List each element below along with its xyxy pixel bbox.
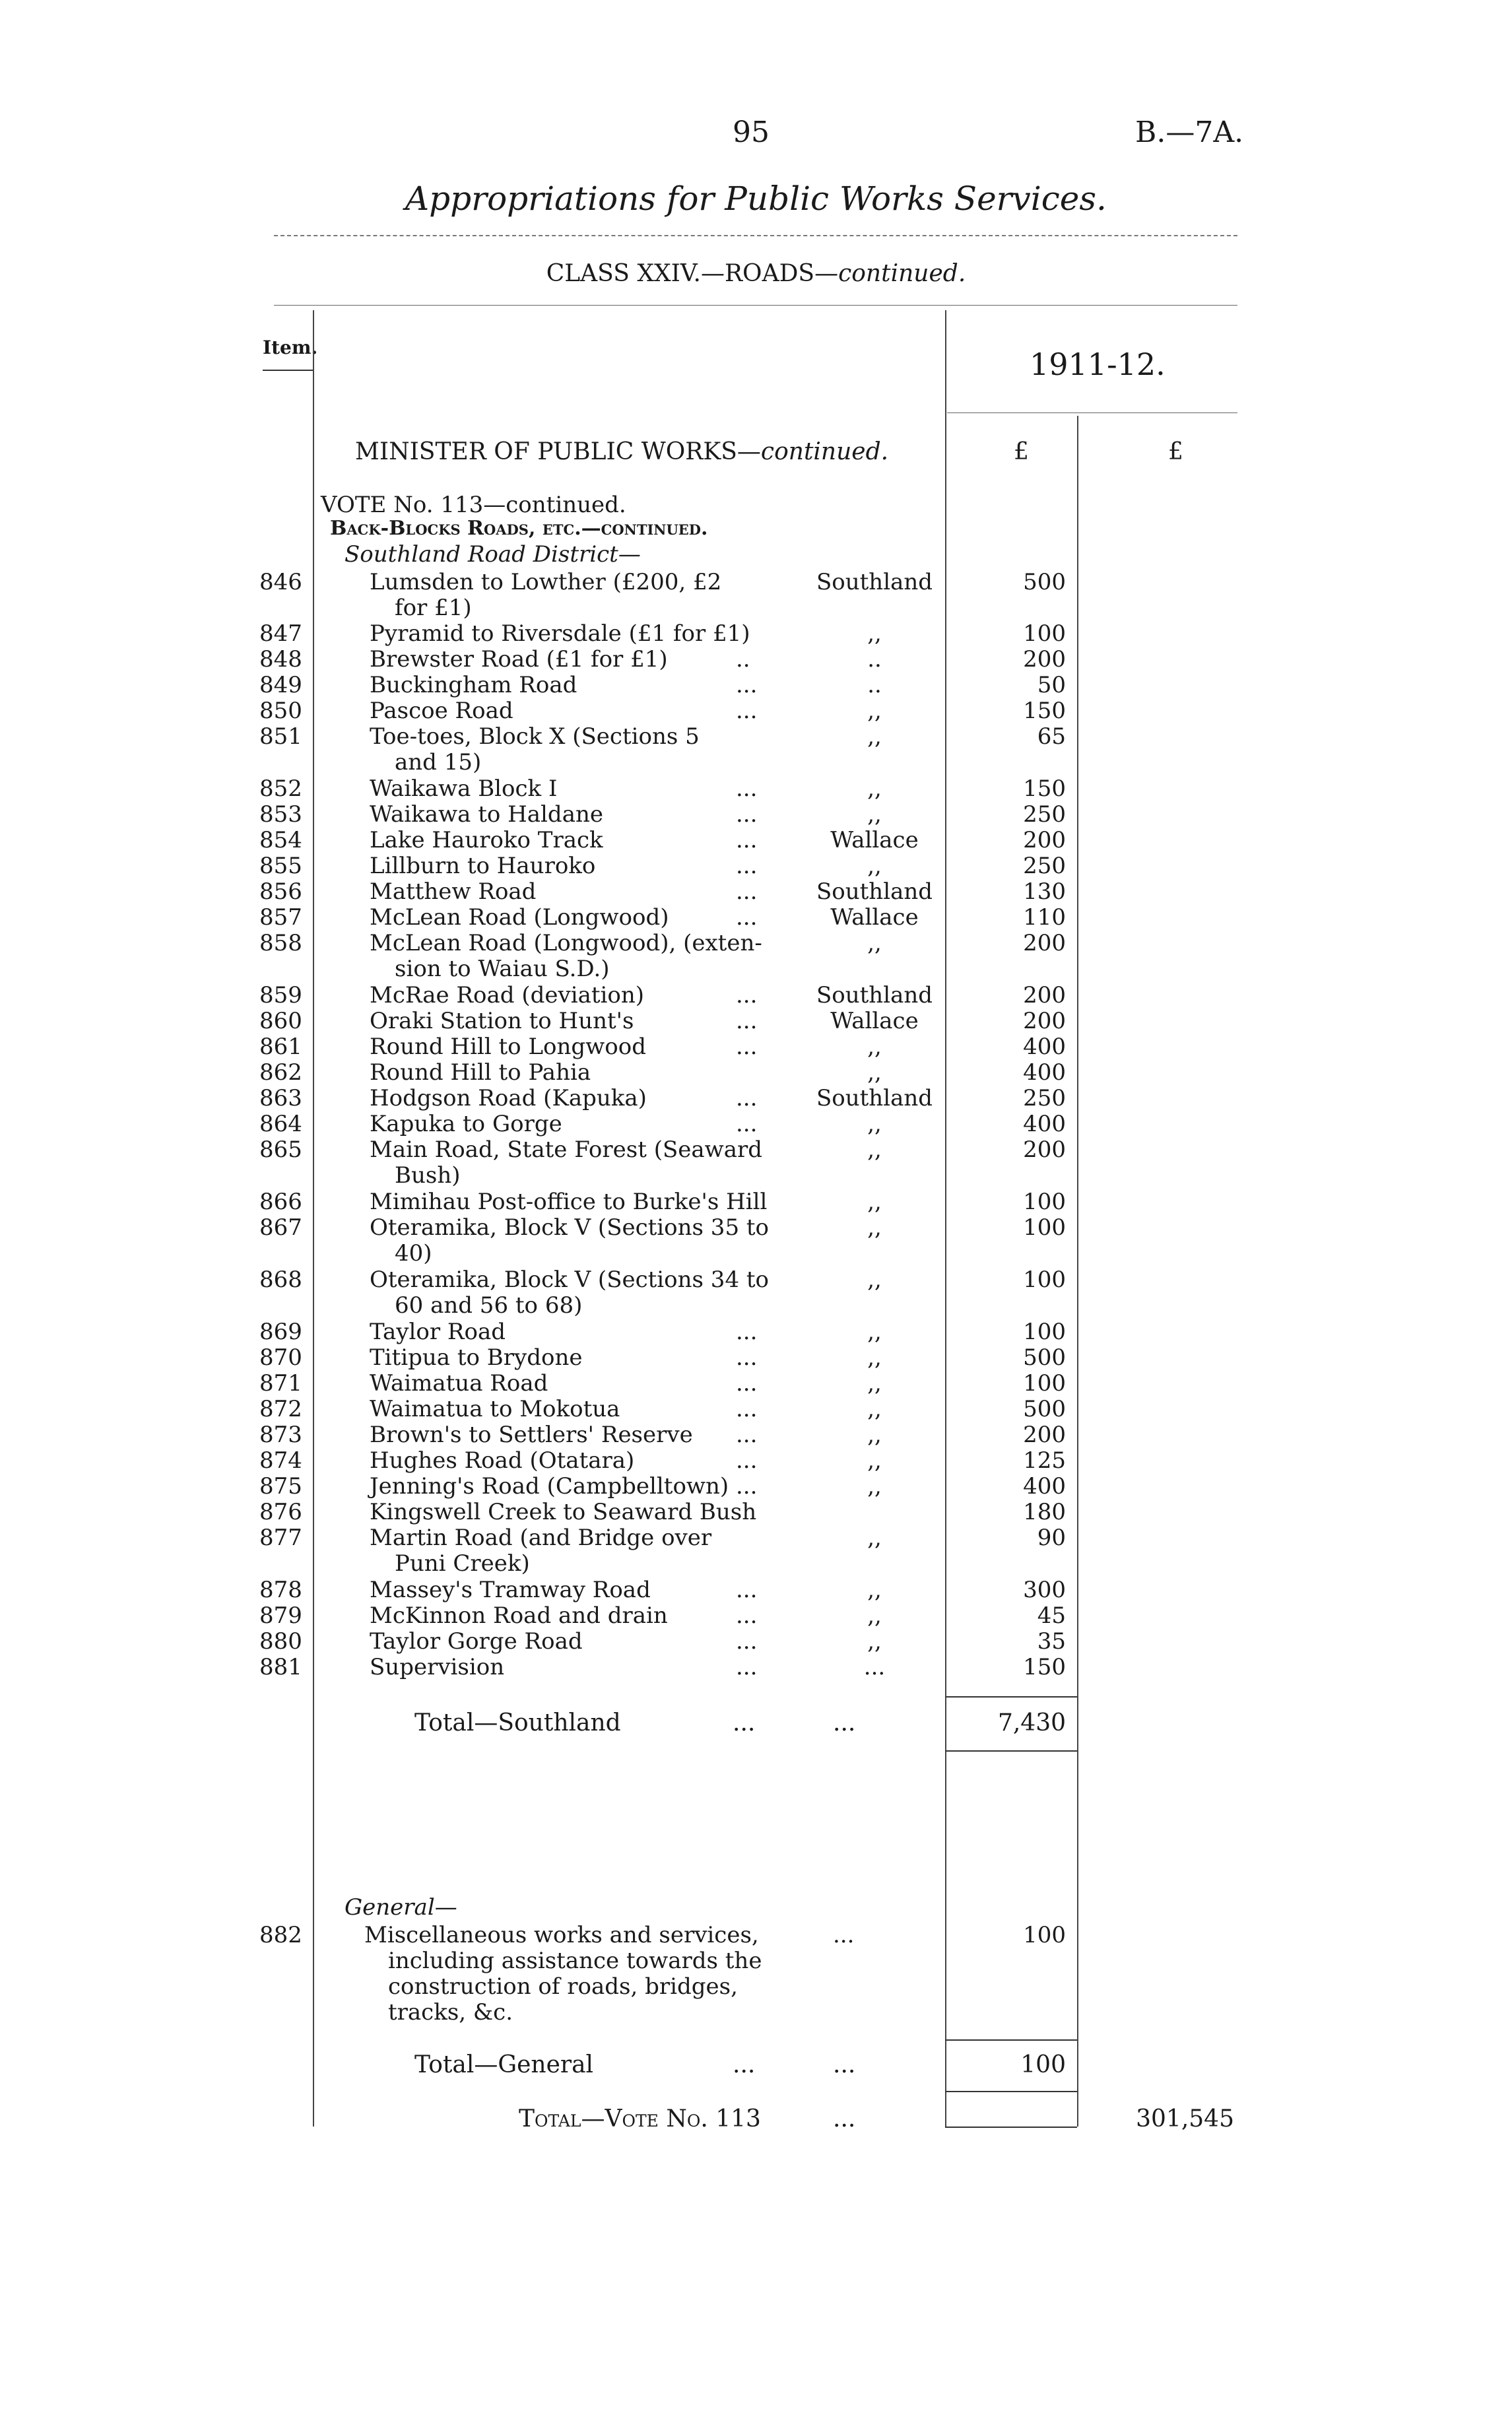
leader-dots: ... xyxy=(736,1654,758,1680)
table-row xyxy=(0,1189,1512,1215)
item-number: 872 xyxy=(259,1396,302,1422)
item-district: ,, xyxy=(867,1525,882,1551)
table-row xyxy=(0,878,1512,905)
table-row xyxy=(0,982,1512,1008)
item-number: 849 xyxy=(259,672,302,698)
item-description: Oteramika, Block V (Sections 35 to xyxy=(370,1214,770,1241)
item-amount: 400 xyxy=(1023,1473,1066,1500)
item-district: ,, xyxy=(867,1422,882,1448)
item-district: Wallace xyxy=(830,827,919,853)
item-district: ,, xyxy=(867,723,882,750)
item-description: Hughes Road (Otatara) xyxy=(370,1447,635,1474)
item-number: 865 xyxy=(259,1137,302,1163)
total-vote-amount: 301,545 xyxy=(1136,2105,1234,2132)
table-row xyxy=(0,1628,1512,1655)
table-row xyxy=(0,1111,1512,1137)
leader-dots: ... xyxy=(736,1085,758,1111)
table-row xyxy=(0,672,1512,698)
item-description: Brown's to Settlers' Reserve xyxy=(370,1422,693,1448)
item-amount: 150 xyxy=(1023,776,1066,802)
item-district: ,, xyxy=(867,1344,882,1371)
item-description: Matthew Road xyxy=(370,878,537,905)
leader-dots: ... xyxy=(736,1370,758,1397)
table-row xyxy=(0,646,1512,673)
item-amount: 400 xyxy=(1023,1034,1066,1060)
item-number: 847 xyxy=(259,620,302,647)
leader-dots: ... xyxy=(736,878,758,905)
total-general-amount: 100 xyxy=(1020,2051,1066,2078)
class-heading xyxy=(0,260,1512,287)
table-row xyxy=(0,904,1512,931)
item-description: Oteramika, Block V (Sections 34 to xyxy=(370,1267,770,1293)
item-description: Mimihau Post-office to Burke's Hill xyxy=(370,1189,768,1215)
title-rule xyxy=(274,235,1237,236)
item-amount: 180 xyxy=(1023,1499,1066,1525)
item-description: Lillburn to Hauroko xyxy=(370,853,596,879)
leader-dots: ... xyxy=(736,1319,758,1345)
item-description: Round Hill to Pahia xyxy=(370,1059,591,1086)
item-description: Waimatua Road xyxy=(370,1370,548,1397)
leader-dots: ... xyxy=(736,698,758,724)
leader-dots: ... xyxy=(833,2105,856,2132)
year-header-rule xyxy=(947,412,1237,413)
leader-dots: ... xyxy=(736,853,758,879)
item-amount: 35 xyxy=(1037,1628,1066,1655)
item-amount: 50 xyxy=(1037,672,1066,698)
item-number: 858 xyxy=(259,930,302,956)
leader-dots: .. xyxy=(736,646,750,673)
leader-dots: ... xyxy=(736,1628,758,1655)
leader-dots: ... xyxy=(736,801,758,828)
leader-dots: ... xyxy=(736,827,758,853)
item-description: McLean Road (Longwood) xyxy=(370,904,669,931)
item-amount: 400 xyxy=(1023,1111,1066,1137)
table-row xyxy=(0,1396,1512,1422)
item-description-cont: and 15) xyxy=(395,749,482,776)
item-description-cont: sion to Waiau S.D.) xyxy=(395,956,610,982)
minister-heading xyxy=(355,438,888,465)
item-district: ,, xyxy=(867,776,882,802)
table-row xyxy=(0,1577,1512,1603)
item-amount: 250 xyxy=(1023,801,1066,828)
item-number: 863 xyxy=(259,1085,302,1111)
leader-dots: ... xyxy=(736,776,758,802)
item-district: ,, xyxy=(867,1577,882,1603)
item-district: Southland xyxy=(816,1085,933,1111)
item-amount: 100 xyxy=(1023,1370,1066,1397)
leader-dots: ... xyxy=(736,1577,758,1603)
leader-dots: ... xyxy=(733,1709,756,1736)
item-district: Southland xyxy=(816,878,933,905)
item-number: 852 xyxy=(259,776,302,802)
item-number: 846 xyxy=(259,569,302,595)
total-general-row xyxy=(0,2051,1512,2078)
item-number: 868 xyxy=(259,1267,302,1293)
item-number: 879 xyxy=(259,1602,302,1629)
item-district: ,, xyxy=(867,1111,882,1137)
item-description: Pascoe Road xyxy=(370,698,513,724)
item-district: ,, xyxy=(867,1396,882,1422)
item-amount: 150 xyxy=(1023,698,1066,724)
pound-sign-left: £ xyxy=(1014,438,1029,465)
item-number: 855 xyxy=(259,853,302,879)
item-amount: 500 xyxy=(1023,569,1066,595)
leader-dots: ... xyxy=(736,1034,758,1060)
table-row xyxy=(0,776,1512,802)
item-amount: 45 xyxy=(1037,1602,1066,1629)
document-reference: B.—7A. xyxy=(1135,116,1244,149)
table-row xyxy=(0,1525,1512,1577)
vote-heading: VOTE No. 113—continued. xyxy=(321,492,626,518)
item-description: Toe-toes, Block X (Sections 5 xyxy=(370,723,700,750)
table-row xyxy=(0,569,1512,621)
item-district: ,, xyxy=(867,1267,882,1293)
item-number: 870 xyxy=(259,1344,302,1371)
item-number: 862 xyxy=(259,1059,302,1086)
item-number: 875 xyxy=(259,1473,302,1500)
item-number: 860 xyxy=(259,1008,302,1034)
item-description: Waikawa to Haldane xyxy=(370,801,603,828)
table-row xyxy=(0,1473,1512,1500)
pound-sign-right: £ xyxy=(1168,438,1183,465)
item-amount: 300 xyxy=(1023,1577,1066,1603)
table-row xyxy=(0,801,1512,828)
item-district: ,, xyxy=(867,1447,882,1474)
general-rule-top xyxy=(945,2039,1077,2041)
item-number: 851 xyxy=(259,723,302,750)
total-southland-amount: 7,430 xyxy=(997,1709,1066,1736)
page-title: Appropriations for Public Works Services. xyxy=(405,180,1107,218)
item-description: Martin Road (and Bridge over xyxy=(370,1525,712,1551)
item-district: Wallace xyxy=(830,1008,919,1034)
item-description: Pyramid to Riversdale (£1 for £1) xyxy=(370,620,750,647)
item-district: Southland xyxy=(816,982,933,1008)
leader-dots: ... xyxy=(736,1602,758,1629)
item-district: ,, xyxy=(867,1370,882,1397)
table-row xyxy=(0,1214,1512,1267)
item-amount: 100 xyxy=(1023,1214,1066,1241)
leader-dots: ... xyxy=(736,1008,758,1034)
general-description-line2: including assistance towards the xyxy=(388,1948,762,1974)
item-description: Round Hill to Longwood xyxy=(370,1034,646,1060)
item-description: Kingswell Creek to Seaward Bush xyxy=(370,1499,757,1525)
item-amount: 100 xyxy=(1023,1189,1066,1215)
table-row xyxy=(0,1654,1512,1680)
item-number: 873 xyxy=(259,1422,302,1448)
table-row xyxy=(0,1137,1512,1189)
item-description: Kapuka to Gorge xyxy=(370,1111,562,1137)
item-district: ... xyxy=(863,1654,886,1680)
item-district: Southland xyxy=(816,569,933,595)
item-amount: 200 xyxy=(1023,930,1066,956)
item-number: 857 xyxy=(259,904,302,931)
item-description: McRae Road (deviation) xyxy=(370,982,645,1008)
leader-dots: ... xyxy=(736,1422,758,1448)
table-row xyxy=(0,698,1512,724)
leader-dots: ... xyxy=(736,982,758,1008)
item-amount: 250 xyxy=(1023,1085,1066,1111)
total-vote-label: Total—Vote No. 113 xyxy=(519,2105,761,2132)
item-description-cont: for £1) xyxy=(395,595,472,621)
table-row xyxy=(0,1447,1512,1474)
total-vote-row xyxy=(0,2105,1512,2132)
item-description: Taylor Road xyxy=(370,1319,506,1345)
table-row xyxy=(0,723,1512,776)
item-amount: 500 xyxy=(1023,1396,1066,1422)
item-description: Titipua to Brydone xyxy=(370,1344,583,1371)
table-row xyxy=(0,1319,1512,1345)
item-number: 867 xyxy=(259,1214,302,1241)
item-district: ,, xyxy=(867,1319,882,1345)
item-column-header: Item. xyxy=(263,337,318,358)
item-amount: 65 xyxy=(1037,723,1066,750)
minister-continued: continued. xyxy=(760,438,889,465)
item-district: ,, xyxy=(867,801,882,828)
item-description-cont: Puni Creek) xyxy=(395,1550,530,1577)
class-rule xyxy=(274,305,1237,306)
vote-rule xyxy=(945,2127,1077,2128)
item-number: 871 xyxy=(259,1370,302,1397)
table-row xyxy=(0,1085,1512,1111)
item-amount: 125 xyxy=(1023,1447,1066,1474)
item-district: ,, xyxy=(867,1189,882,1215)
item-number: 882 xyxy=(259,1922,302,1948)
item-number: 874 xyxy=(259,1447,302,1474)
item-description: McLean Road (Longwood), (exten- xyxy=(370,930,762,956)
subtotal-rule-top xyxy=(945,1696,1077,1698)
item-description: Hodgson Road (Kapuka) xyxy=(370,1085,647,1111)
item-district: ,, xyxy=(867,698,882,724)
item-district: .. xyxy=(867,672,882,698)
item-description-cont: Bush) xyxy=(395,1162,461,1189)
item-number: 877 xyxy=(259,1525,302,1551)
district-heading: Southland Road District— xyxy=(345,541,641,568)
item-number: 854 xyxy=(259,827,302,853)
item-amount: 110 xyxy=(1023,904,1066,931)
item-number: 856 xyxy=(259,878,302,905)
item-number: 878 xyxy=(259,1577,302,1603)
minister-label: MINISTER OF PUBLIC WORKS— xyxy=(355,438,761,465)
table-row xyxy=(0,1422,1512,1448)
table-row xyxy=(0,1499,1512,1525)
leader-dots: ... xyxy=(736,904,758,931)
total-general-label: Total—General xyxy=(414,2051,594,2078)
general-description-line1: Miscellaneous works and services, xyxy=(364,1922,759,1948)
item-district: ,, xyxy=(867,1059,882,1086)
class-continued: continued. xyxy=(838,260,966,287)
item-district: .. xyxy=(867,646,882,673)
item-district: ,, xyxy=(867,1602,882,1629)
item-amount: 100 xyxy=(1023,1267,1066,1293)
item-number: 876 xyxy=(259,1499,302,1525)
item-number: 853 xyxy=(259,801,302,828)
item-number: 881 xyxy=(259,1654,302,1680)
year-column-header: 1911-12. xyxy=(1030,346,1166,382)
item-district: ,, xyxy=(867,1137,882,1163)
leader-dots: ... xyxy=(833,1709,856,1736)
item-amount: 200 xyxy=(1023,1008,1066,1034)
item-number: 880 xyxy=(259,1628,302,1655)
item-description: Lumsden to Lowther (£200, £2 xyxy=(370,569,722,595)
item-description: Waikawa Block I xyxy=(370,776,558,802)
table-row xyxy=(0,1034,1512,1060)
item-amount: 100 xyxy=(1023,620,1066,647)
item-district: Wallace xyxy=(830,904,919,931)
backblocks-heading: Back-Blocks Roads, etc.—continued. xyxy=(330,517,708,540)
item-description: Waimatua to Mokotua xyxy=(370,1396,620,1422)
leader-dots: ... xyxy=(736,1111,758,1137)
item-amount: 130 xyxy=(1023,878,1066,905)
item-amount: 500 xyxy=(1023,1344,1066,1371)
total-southland-row xyxy=(0,1709,1512,1736)
leader-dots: ... xyxy=(833,1922,855,1948)
leader-dots: ... xyxy=(736,672,758,698)
item-number: 869 xyxy=(259,1319,302,1345)
table-row xyxy=(0,827,1512,853)
item-description: Buckingham Road xyxy=(370,672,577,698)
table-row xyxy=(0,853,1512,879)
item-district: ,, xyxy=(867,853,882,879)
class-label: CLASS XXIV.—ROADS— xyxy=(546,260,839,287)
leader-dots: ... xyxy=(736,1396,758,1422)
item-description: Lake Hauroko Track xyxy=(370,827,603,853)
table-row xyxy=(0,930,1512,982)
table-row xyxy=(0,1059,1512,1086)
subtotal-rule-bottom xyxy=(945,1750,1077,1752)
table-row xyxy=(0,1344,1512,1371)
general-row xyxy=(0,1922,1512,2028)
table-row xyxy=(0,1602,1512,1629)
item-description: Taylor Gorge Road xyxy=(370,1628,583,1655)
item-amount: 200 xyxy=(1023,1422,1066,1448)
item-number: 850 xyxy=(259,698,302,724)
item-description: McKinnon Road and drain xyxy=(370,1602,668,1629)
table-row xyxy=(0,1370,1512,1397)
general-description-line4: tracks, &c. xyxy=(388,1999,513,2026)
item-amount: 150 xyxy=(1023,1654,1066,1680)
general-description-line3: construction of roads, bridges, xyxy=(388,1973,738,2000)
item-amount: 200 xyxy=(1023,982,1066,1008)
leader-dots: ... xyxy=(736,1447,758,1474)
general-heading: General— xyxy=(345,1894,457,1921)
item-amount: 100 xyxy=(1023,1319,1066,1345)
leader-dots: ... xyxy=(733,2051,756,2078)
total-southland-label: Total—Southland xyxy=(414,1709,621,1736)
table-row xyxy=(0,620,1512,647)
table-row xyxy=(0,1008,1512,1034)
item-number: 864 xyxy=(259,1111,302,1137)
item-description: Main Road, State Forest (Seaward xyxy=(370,1137,763,1163)
general-amount: 100 xyxy=(1023,1922,1066,1948)
item-description-cont: 60 and 56 to 68) xyxy=(395,1292,583,1319)
item-amount: 400 xyxy=(1023,1059,1066,1086)
item-district: ,, xyxy=(867,1214,882,1241)
item-district: ,, xyxy=(867,620,882,647)
item-district: ,, xyxy=(867,1473,882,1500)
item-district: ,, xyxy=(867,1034,882,1060)
page-number: 95 xyxy=(733,116,770,149)
item-description: Supervision xyxy=(370,1654,505,1680)
leader-dots: ... xyxy=(736,1344,758,1371)
table-row xyxy=(0,1267,1512,1319)
leader-dots: ... xyxy=(833,2051,856,2078)
item-number: 848 xyxy=(259,646,302,673)
item-amount: 200 xyxy=(1023,827,1066,853)
item-amount: 200 xyxy=(1023,1137,1066,1163)
item-description: Jenning's Road (Campbelltown) ... xyxy=(370,1473,758,1500)
item-number: 859 xyxy=(259,982,302,1008)
general-rule-bottom xyxy=(945,2091,1077,2092)
item-amount: 250 xyxy=(1023,853,1066,879)
item-number: 866 xyxy=(259,1189,302,1215)
item-amount: 90 xyxy=(1037,1525,1066,1551)
item-number: 861 xyxy=(259,1034,302,1060)
item-description: Brewster Road (£1 for £1) xyxy=(370,646,668,673)
item-description-cont: 40) xyxy=(395,1240,432,1267)
item-district: ,, xyxy=(867,930,882,956)
item-header-rule xyxy=(263,370,313,371)
item-description: Massey's Tramway Road xyxy=(370,1577,651,1603)
item-description: Oraki Station to Hunt's xyxy=(370,1008,634,1034)
item-district: ,, xyxy=(867,1628,882,1655)
item-amount: 200 xyxy=(1023,646,1066,673)
